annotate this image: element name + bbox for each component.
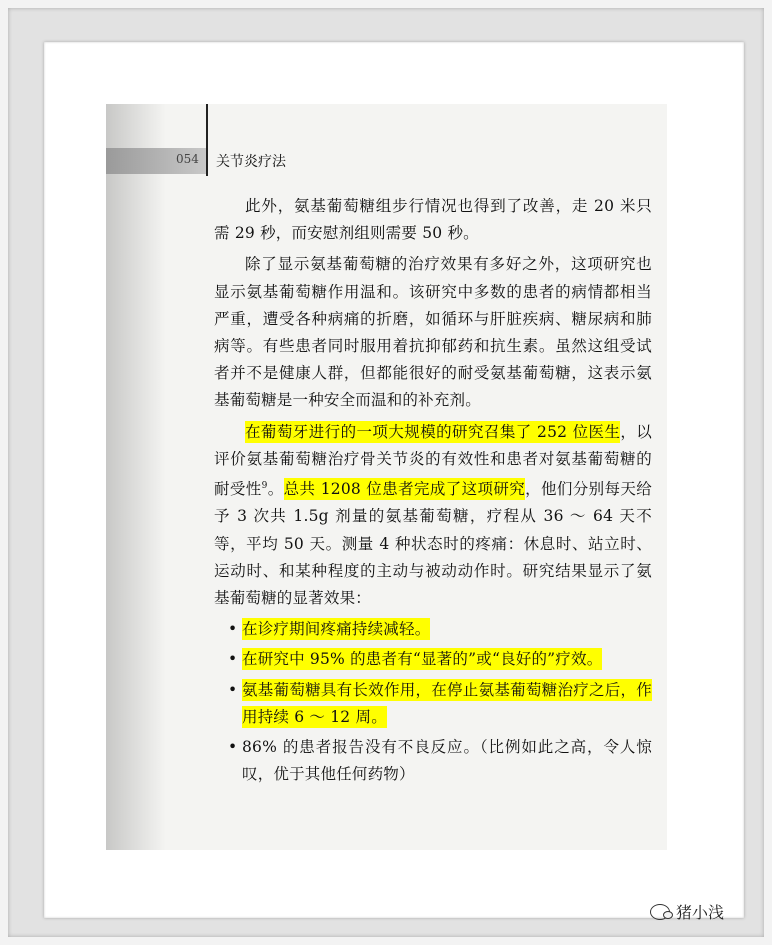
paragraph-text: 。: [267, 480, 284, 499]
effect-text: 86% 的患者报告没有不良反应。（比例如此之高，令人惊叹，优于其他任何药物）: [242, 738, 652, 784]
paragraph-portugal-study: [214, 419, 652, 613]
highlight-1208-patients: 总共 1208 位患者完成了这项研究: [283, 480, 526, 499]
watermark-label: 猪小浅: [676, 903, 725, 922]
bullet-icon: •: [228, 738, 238, 757]
header-divider: [206, 104, 208, 176]
footnote-ref: 9: [261, 481, 268, 492]
list-item: [228, 677, 652, 731]
page-body: [214, 193, 652, 791]
list-item: [228, 734, 652, 788]
effect-text: 在研究中 95% 的患者有“显著的”或“良好的”疗效。: [242, 650, 603, 669]
paragraph-walking: 此外，氨基葡萄糖组步行情况也得到了改善，走 20 米只需 29 秒，而安慰剂组则需要 50 秒。: [214, 197, 652, 243]
effect-text: 氨基葡萄糖具有长效作用，在停止氨基葡萄糖治疗之后，作用持续 6 ～ 12 周。: [242, 680, 652, 726]
page-number: 054: [176, 152, 199, 166]
effect-text: 在诊疗期间疼痛持续减轻。: [242, 620, 431, 639]
list-item: [228, 646, 652, 673]
paragraph-text: ，他们分别每天给予 3 次共 1.5g 剂量的氨基葡萄糖，疗程从 36 ～ 64 天不等，平均 50 天。测量 4 种状态时的疼痛：休息时、站立时、运动时、和某种程度的主动与被动动作时。研究结果显示了氨基葡萄糖的显著效果：: [214, 480, 653, 607]
bullet-icon: •: [228, 650, 238, 669]
bullet-icon: •: [228, 620, 238, 639]
paragraph-tolerance: 除了显示氨基葡萄糖的治疗效果有多好之外，这项研究也显示氨基葡萄糖作用温和。该研究中多数的患者的病情都相当严重，遭受各种病痛的折磨，如循环与肝脏疾病、糖尿病和肺病等。有些患者同时服用着抗抑郁药和抗生素。虽然这组受试者并不是健康人群，但都能很好的耐受氨基葡萄糖，这表示氨基葡萄糖是一种安全而温和的补充剂。: [214, 255, 652, 410]
page-gutter-shadow: [106, 104, 166, 850]
highlight-252-doctors: 在葡萄牙进行的一项大规模的研究召集了 252 位医生: [245, 422, 621, 441]
bullet-icon: •: [228, 680, 238, 699]
wechat-icon: [650, 904, 670, 920]
watermark: [650, 900, 724, 923]
effects-list: [228, 616, 652, 788]
paragraph-text: ，以评价氨基葡萄糖治疗骨关节炎的有效性和患者对氨基葡萄糖的耐受性: [214, 422, 653, 499]
list-item: [228, 616, 652, 643]
running-header-title: 关节炎疗法: [216, 154, 286, 170]
